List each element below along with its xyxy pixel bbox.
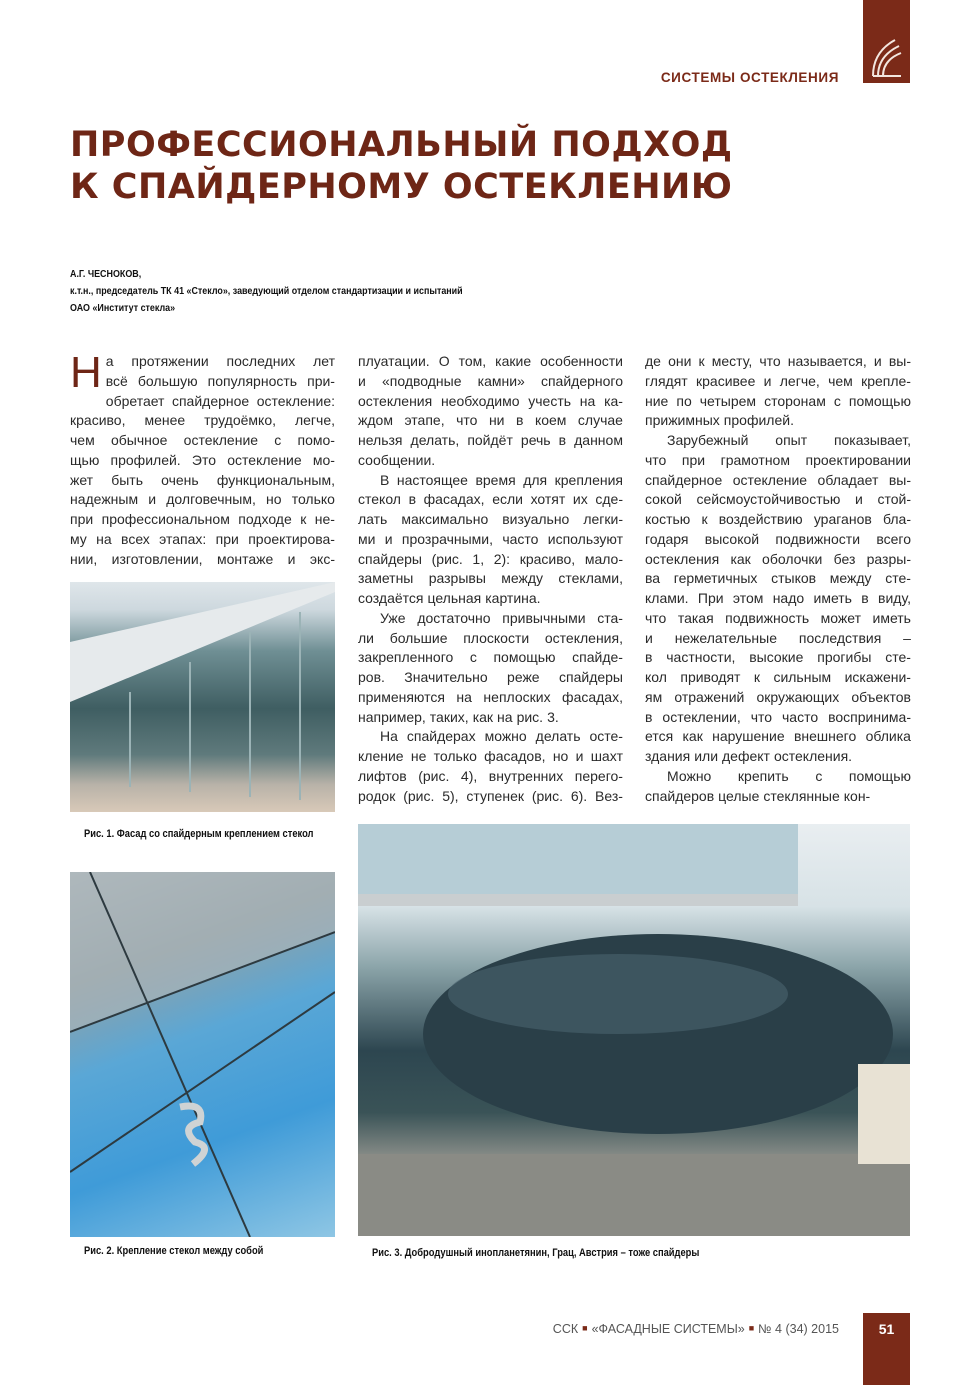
text-line: ли большие плоскости остекления, — [358, 629, 623, 646]
text-line: де они к месту, что называется, и вы- — [645, 353, 911, 369]
text-line: Уже достаточно привычными ста- — [380, 609, 623, 626]
page-footer — [553, 1322, 839, 1336]
text-line: кление не только фасадов, но и шахт — [358, 748, 623, 764]
text-column-2 — [358, 352, 623, 806]
text-line: красиво, менее трудоёмко, легче, — [70, 412, 335, 429]
text-line: Можно крепить с помощью — [667, 767, 911, 784]
text-line: костью к воздействию ураганов бла- — [645, 511, 911, 527]
text-column-3 — [645, 352, 911, 806]
text-line: создаётся цельная картина. — [358, 590, 541, 606]
text-line: плуатации. О том, какие особенности — [358, 353, 623, 369]
text-line: жет быть очень функциональным, — [70, 471, 335, 488]
author-block — [70, 266, 463, 317]
text-line: что при грамотном проектировании — [645, 451, 911, 468]
figure-2-photo — [70, 872, 335, 1237]
text-line: ров. Значительно реже спайдеры — [358, 669, 623, 685]
title-line: ПРОФЕССИОНАЛЬНЫЙ ПОДХОД — [70, 125, 733, 165]
text-line: при профессиональном подходе к не- — [70, 511, 335, 527]
figure-1-photo — [70, 582, 335, 812]
text-line: всё большую популярность при- — [105, 372, 335, 389]
footer-issue: № 4 (34) 2015 — [758, 1322, 839, 1336]
text-line: ние по четырем сторонам с помощью — [645, 392, 911, 409]
author-name: А.Г. ЧЕСНОКОВ, — [70, 268, 142, 280]
text-line: годаря высокой подвижности всего — [645, 530, 911, 547]
text-line: ми и прозрачными, часто используют — [358, 530, 623, 547]
text-line: надежным и долговечным, но только — [70, 491, 335, 508]
figure-1-caption: Рис. 1. Фасад со спайдерным креплением стекол — [84, 828, 314, 840]
bullet-icon: ■ — [582, 1323, 588, 1333]
text-line: нии, изготовлении, монтаже и экс- — [70, 550, 335, 567]
text-line: стекол в фасадах, если хотят их сде- — [358, 491, 623, 508]
bullet-icon: ■ — [748, 1323, 755, 1333]
text-line: глядят красивее и легче, чем крепле- — [645, 372, 911, 389]
text-line: прижимных профилей. — [645, 412, 794, 429]
text-line: чем обычное остекление с помо- — [70, 432, 335, 448]
footer-magazine: «ФАСАДНЫЕ СИСТЕМЫ» — [591, 1322, 745, 1336]
text-line: щью профилей. Это остекление мо- — [70, 451, 335, 468]
text-line: родок (рис. 5), ступенек (рис. 6). Вез- — [358, 787, 623, 804]
glass-layers-logo-icon — [869, 38, 903, 78]
footer-journal: ССК — [552, 1322, 579, 1336]
text-line: Зарубежный опыт показывает, — [667, 432, 911, 448]
text-column-1 — [70, 348, 335, 569]
text-line: сокой сейсмоустойчивостью и стой- — [645, 491, 911, 508]
text-line: а протяжении последних лет — [105, 353, 335, 369]
figure-2-caption: Рис. 2. Крепление стекол между собой — [84, 1245, 264, 1257]
text-line: кол приводят к сильным искажени- — [645, 669, 911, 685]
text-line: ва герметичных стыков между сте- — [645, 570, 911, 587]
text-line: клами. При этом надо иметь в виду, — [645, 590, 911, 606]
text-line: спайдерное остекление обладает вы- — [645, 471, 911, 488]
text-line: обретает спайдерное остекление: — [105, 392, 335, 409]
drop-cap: Н — [70, 348, 102, 397]
text-line: ям отражений окружающих объектов — [645, 688, 911, 705]
text-line: остекления как оболочки без разры- — [645, 550, 911, 567]
text-line: заметны разрывы между стеклами, — [358, 570, 623, 587]
text-line: спайдеров целые стеклянные кон- — [645, 787, 871, 804]
text-line: в частности, высокие прогибы сте- — [645, 649, 911, 666]
text-line: му на всех этапах: при проектирова- — [70, 530, 335, 547]
text-line: остекления необходимо учесть на ка- — [358, 392, 623, 409]
text-line: применяются на неплоских фасадах, — [358, 688, 623, 705]
text-line: что такая подвижность может иметь — [645, 609, 911, 626]
text-line: В настоящее время для крепления — [380, 471, 623, 488]
text-line: ждом этапе, что ни в коем случае — [358, 412, 623, 429]
text-line: На спайдерах можно делать осте- — [380, 728, 623, 745]
figure-3-photo — [358, 824, 910, 1236]
text-line: и «подводные камни» спайдерного — [358, 372, 623, 389]
author-position: к.т.н., председатель ТК 41 «Стекло», заведующий отделом стандартизации и испытаний — [70, 285, 463, 297]
text-line: например, таких, как на рис. 3. — [358, 708, 559, 725]
author-org: ОАО «Институт стекла» — [70, 302, 176, 314]
text-line: спайдеры (рис. 1, 2): красиво, мало- — [358, 550, 623, 567]
text-line: лифтов (рис. 4), внутренних перего- — [358, 767, 623, 784]
text-line: закрепленного с помощью спайде- — [358, 649, 623, 666]
article-title — [70, 124, 733, 208]
text-line: здания или дефект остекления. — [645, 748, 853, 764]
section-tab — [863, 0, 910, 83]
title-line: К СПАЙДЕРНОМУ ОСТЕКЛЕНИЮ — [70, 167, 733, 207]
page-number: 51 — [863, 1313, 910, 1385]
section-label: СИСТЕМЫ ОСТЕКЛЕНИЯ — [660, 70, 839, 85]
text-line: лать максимально визуально легки- — [358, 511, 623, 527]
text-line: ется как нарушение внешнего облика — [645, 728, 911, 745]
text-line: и нежелательные последствия – — [645, 629, 911, 646]
text-line: в остеклении, что часто воспринима- — [645, 708, 911, 725]
text-line: нельзя делать, пойдёт речь в данном — [358, 432, 623, 448]
figure-3-caption: Рис. 3. Добродушный инопланетянин, Грац, Австрия – тоже спайдеры — [372, 1247, 700, 1259]
text-line: сообщении. — [358, 451, 436, 468]
